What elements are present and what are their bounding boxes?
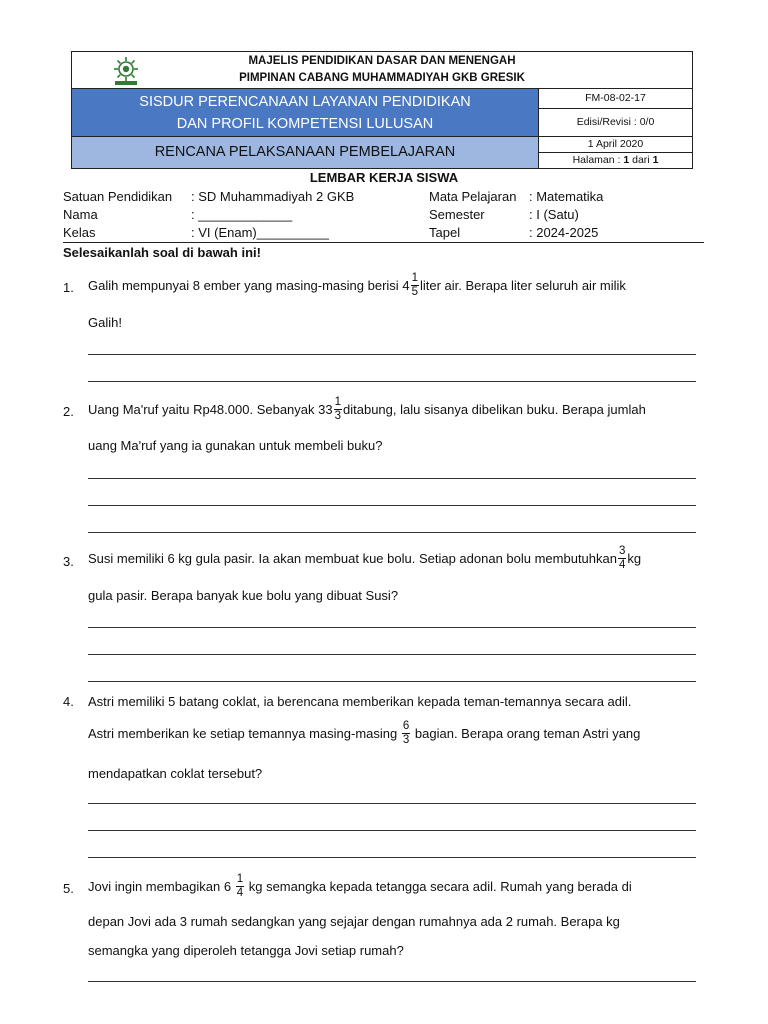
fraction-numerator: 1 (236, 873, 244, 885)
question-text (88, 545, 704, 572)
band-line-2: DAN PROFIL KOMPETENSI LULUSAN (176, 116, 434, 132)
fraction-denominator: 3 (334, 410, 342, 422)
info-value-semester: : I (Satu) (529, 207, 579, 222)
question-text-part: Susi memiliki 6 kg gula pasir. Ia akan membuat kue bolu. Setiap adonan bolu membutuhkan (88, 551, 617, 566)
info-label-class: Kelas (63, 225, 96, 240)
question-number: 4. (63, 694, 74, 709)
fraction-numerator: 1 (411, 272, 418, 284)
question-text-line-2: uang Ma'ruf yang ia gunakan untuk membeli buku? (88, 438, 383, 453)
question-text-part: Uang Ma'ruf yaitu Rp48.000. Sebanyak (88, 402, 315, 417)
question-text-part: kg (627, 551, 642, 566)
page-total: 1 (652, 154, 659, 166)
question-text-line-3: mendapatkan coklat tersebut? (88, 766, 263, 781)
page-prefix: Halaman : (572, 154, 621, 166)
question-text-part: Jovi ingin membagikan 6 (88, 879, 232, 894)
question-text-part: ditabung, lalu sisanya dibelikan buku. Berapa jumlah (343, 402, 646, 417)
info-value-subject: : Matematika (529, 189, 604, 204)
question-text (88, 396, 704, 423)
question-3 (63, 545, 704, 605)
fraction (236, 873, 244, 900)
question-text-line-2 (88, 720, 704, 747)
info-value-class: : VI (Enam)__________ (191, 225, 330, 240)
fraction-whole: 4 (402, 278, 410, 293)
answer-line[interactable] (88, 654, 696, 655)
fraction-denominator: 5 (411, 286, 418, 298)
question-text-line-2: gula pasir. Berapa banyak kue bolu yang dibuat Susi? (88, 588, 399, 603)
question-1 (63, 272, 704, 330)
question-text-line-1: Astri memiliki 5 batang coklat, ia berencana memberikan kepada teman-temannya secara adil. (88, 694, 632, 709)
org-line-1: MAJELIS PENDIDIKAN DASAR DAN MENENGAH (248, 55, 516, 67)
page-indicator (539, 152, 692, 168)
question-5 (63, 873, 704, 963)
info-label-school: Satuan Pendidikan (63, 189, 173, 204)
info-label-semester: Semester (429, 207, 485, 222)
instruction: Selesaikanlah soal di bawah ini! (63, 245, 261, 260)
fraction-denominator: 3 (402, 734, 410, 746)
org-line-2: PIMPINAN CABANG MUHAMMADIYAH GKB GRESIK (239, 72, 525, 84)
fraction (334, 396, 342, 423)
answer-line[interactable] (88, 627, 696, 628)
doc-code: FM-08-02-17 (539, 88, 692, 108)
question-text (88, 272, 704, 299)
fraction-numerator: 6 (402, 720, 410, 732)
question-number: 2. (63, 404, 74, 419)
question-text-part: Astri memberikan ke setiap temannya masing-masing (88, 726, 398, 741)
fraction-numerator: 1 (334, 396, 342, 408)
question-text-line-3: semangka yang diperoleh tetangga Jovi setiap rumah? (88, 943, 404, 958)
info-label-year: Tapel (429, 225, 461, 240)
question-number: 1. (63, 280, 74, 295)
info-value-school: : SD Muhammadiyah 2 GKB (191, 189, 355, 204)
fraction (402, 720, 410, 747)
answer-line[interactable] (88, 354, 696, 355)
question-text-line-2: depan Jovi ada 3 rumah sedangkan yang sejajar dengan rumahnya ada 2 rumah. Berapa kg (88, 914, 620, 929)
question-text-line-2: Galih! (88, 315, 122, 330)
edition: Edisi/Revisi : 0/0 (539, 108, 692, 136)
question-text-line-1 (88, 873, 704, 900)
fraction (618, 545, 626, 572)
question-text-part: Galih mempunyai 8 ember yang masing-masing berisi (88, 278, 399, 293)
question-text-part: liter air. Berapa liter seluruh air milik (419, 278, 626, 293)
fraction-numerator: 3 (618, 545, 626, 557)
info-value-year: : 2024-2025 (529, 225, 599, 240)
page-number: 1 (623, 154, 630, 166)
page-of: dari (632, 154, 650, 166)
fraction-whole: 33 (318, 402, 333, 417)
answer-line[interactable] (88, 803, 696, 804)
info-value-name[interactable]: : _____________ (191, 207, 293, 222)
answer-line[interactable] (88, 981, 696, 982)
muhammadiyah-logo-icon (110, 56, 142, 86)
curriculum-band (72, 88, 539, 136)
answer-line[interactable] (88, 857, 696, 858)
answer-line[interactable] (88, 532, 696, 533)
question-2 (63, 396, 704, 456)
question-text-part: kg semangka kepada tetangga secara adil. Rumah yang berada di (248, 879, 632, 894)
rpp-band: RENCANA PELAKSANAAN PEMBELAJARAN (72, 136, 539, 168)
organization-block (72, 52, 692, 89)
document-header (71, 51, 693, 169)
answer-line[interactable] (88, 381, 696, 382)
answer-line[interactable] (88, 478, 696, 479)
info-label-subject: Mata Pelajaran (429, 189, 517, 204)
doc-date: 1 April 2020 (539, 136, 692, 152)
header-divider (63, 242, 704, 243)
page-title: LEMBAR KERJA SISWA (309, 170, 459, 185)
question-number: 3. (63, 554, 74, 569)
answer-line[interactable] (88, 830, 696, 831)
answer-line[interactable] (88, 681, 696, 682)
fraction-denominator: 4 (236, 887, 244, 899)
question-text-part: bagian. Berapa orang teman Astri yang (414, 726, 641, 741)
band-line-1: SISDUR PERENCANAAN LAYANAN PENDIDIKAN (139, 94, 471, 110)
fraction-denominator: 4 (618, 559, 626, 571)
fraction (411, 272, 419, 299)
question-number: 5. (63, 881, 74, 896)
question-4 (63, 694, 704, 784)
info-label-name: Nama (63, 207, 98, 222)
answer-line[interactable] (88, 505, 696, 506)
